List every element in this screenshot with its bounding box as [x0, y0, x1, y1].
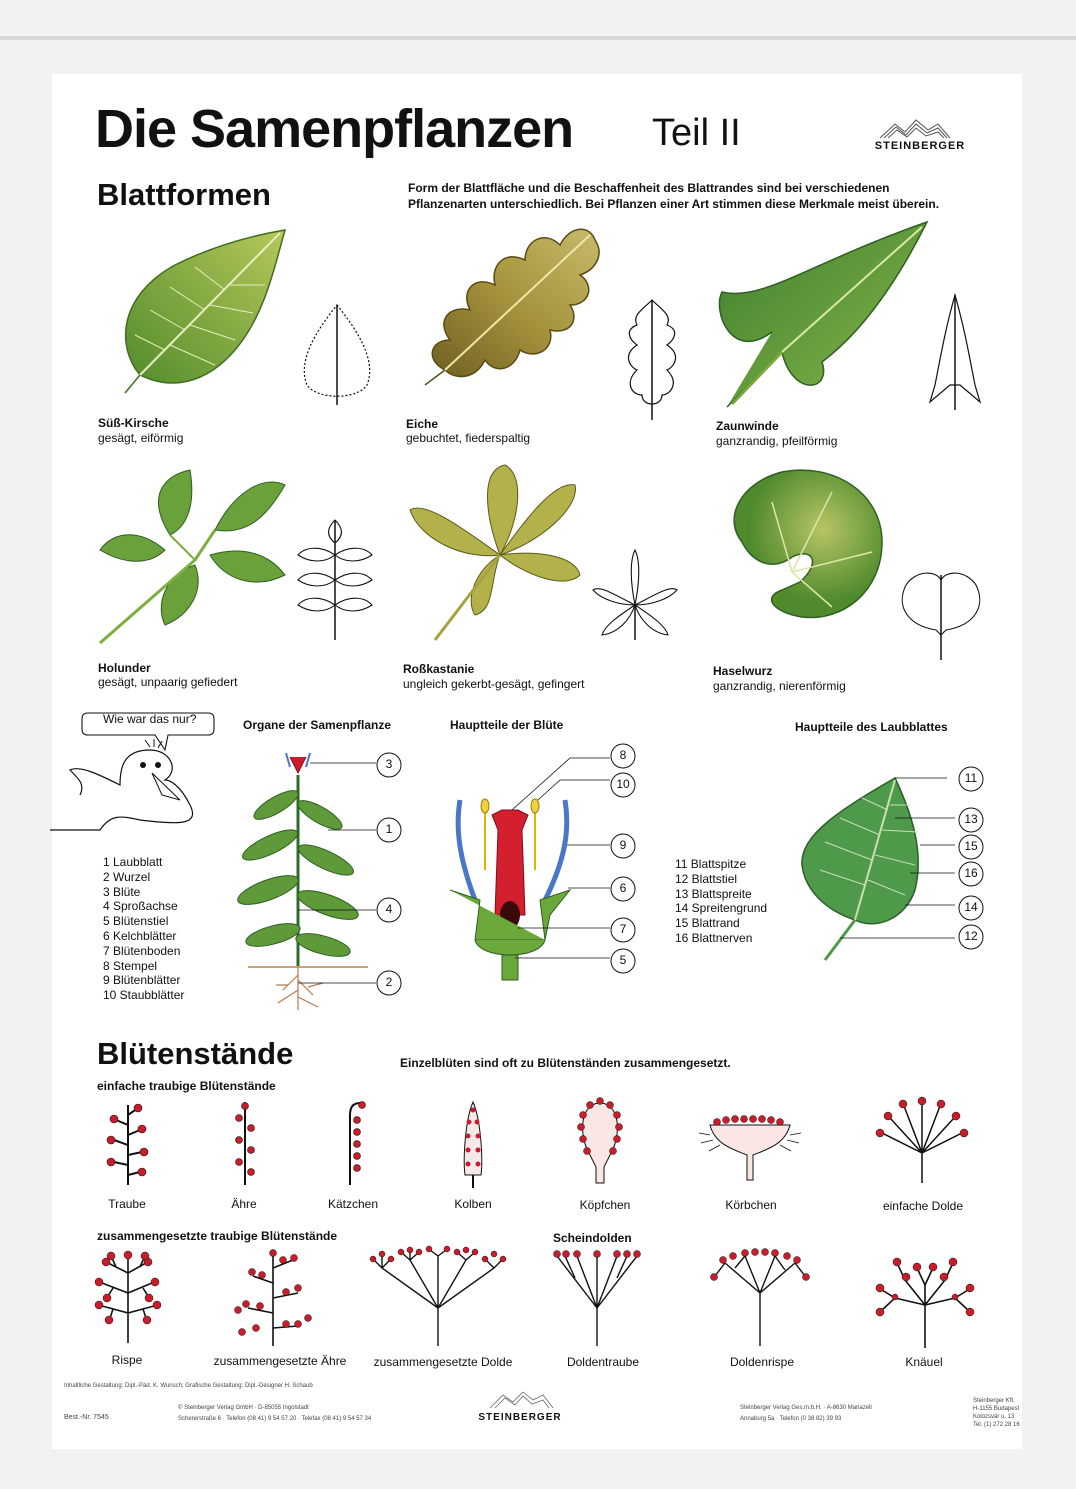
callout-label: 9 [619, 838, 627, 852]
credit-text: Inhaltliche Gestaltung: Dipl.-Päd. K. Wunsch; Grafische Gestaltung: Dipl.-Designer H. Schaub [64, 1383, 313, 1389]
inflorescence-label: zusammengesetzte Dolde [373, 1355, 513, 1369]
oak-outline-icon [612, 295, 692, 425]
callout-label: 7 [619, 922, 627, 936]
leaf-name: Zaunwinde [716, 419, 779, 433]
anthodium-icon [695, 1105, 805, 1185]
bluete-heading: Hauptteile der Blüte [450, 718, 564, 732]
compound-umbel-icon [368, 1248, 508, 1348]
inflorescence-label: Doldentraube [566, 1355, 640, 1369]
publisher-line: Kolozsvár u. 13 [973, 1414, 1015, 1420]
callout-label: 2 [385, 975, 393, 989]
organe-legend [103, 855, 184, 1003]
leaf-name: Roßkastanie [403, 662, 475, 676]
callout-label: 3 [385, 757, 393, 771]
publisher-at [740, 1405, 872, 1422]
publisher-line: Annaburg 5a · Telefon (0 38 82) 39 93 [740, 1416, 842, 1422]
bluetenstaende-heading: Blütenstände [97, 1036, 294, 1071]
simple-umbel-icon [872, 1098, 972, 1188]
leaf-desc: ungleich gekerbt-gesägt, gefingert [403, 677, 585, 691]
leaf-desc: ganzrandig, pfeilförmig [716, 434, 838, 448]
publisher-hu [973, 1397, 1020, 1429]
legend-item: 1 Laubblatt [103, 855, 163, 869]
laubblatt-heading: Hauptteile des Laubblattes [795, 720, 948, 734]
inflorescence-label: Kätzchen [327, 1197, 379, 1211]
inflorescence-label: Traube [108, 1197, 146, 1211]
callout-label: 1 [385, 822, 393, 836]
legend-item: 2 Wurzel [103, 869, 151, 884]
inflorescence-label: Kolben [454, 1197, 492, 1211]
hanger-bar [0, 36, 1076, 40]
leaf-name: Holunder [98, 661, 151, 675]
inflorescence-label: Rispe [111, 1353, 143, 1367]
logo-text: STEINBERGER [874, 140, 966, 152]
legend-item: 15 Blattrand [675, 916, 740, 931]
callout-label: 6 [619, 881, 627, 895]
footer-brand: STEINBERGER [478, 1412, 562, 1423]
callout-label: 10 [616, 777, 630, 791]
callout-label: 5 [619, 953, 627, 967]
publisher-line: © Steinberger Verlag GmbH · D-85055 Ingolstadt [178, 1405, 309, 1411]
publisher-line: Tel. (1) 272 28 16 [973, 1422, 1020, 1428]
legend-item: 13 Blattspreite [675, 886, 752, 901]
legend-item: 7 Blütenboden [103, 943, 181, 958]
leaf-parts-diagram [800, 770, 970, 970]
publisher-line: Steinberger Verlag Ges.m.b.H. · A-8630 Mariazell [740, 1405, 872, 1411]
spadix-icon [453, 1100, 493, 1190]
inflorescence-label: Knäuel [905, 1355, 943, 1369]
bindweed-leaf-image [712, 222, 942, 412]
corymb-icon [547, 1248, 647, 1348]
page-title: Die Samenpflanzen [95, 99, 574, 159]
inflorescence-label: einfache Dolde [882, 1199, 964, 1213]
flower-parts-diagram [440, 740, 630, 980]
bluetenstaende-intro: Einzelblüten sind oft zu Blütenständen zusammengesetzt. [400, 1056, 731, 1070]
legend-item: 6 Kelchblätter [103, 928, 177, 943]
legend-item: 9 Blütenblätter [103, 973, 181, 988]
raceme-icon [98, 1100, 158, 1190]
publisher-line: Steinberger Kft. [973, 1398, 1015, 1404]
simple-heading: einfache traubige Blütenstände [97, 1079, 276, 1093]
callout-label: 4 [385, 902, 393, 916]
callout-label: 14 [964, 900, 978, 914]
legend-item: 10 Staubblätter [103, 988, 185, 1003]
cyme-panicle-icon [705, 1248, 815, 1348]
callout-label: 11 [964, 771, 978, 785]
compound-heading: zusammengesetzte traubige Blütenstände [97, 1229, 338, 1243]
legend-item: 3 Blüte [103, 884, 141, 899]
legend-item: 4 Sproßachse [103, 899, 178, 914]
horse-chestnut-leaf-image [405, 460, 605, 650]
legend-item: 16 Blattnerven [675, 930, 753, 945]
sweet-cherry-outline-icon [292, 300, 382, 410]
leaf-desc: gebuchtet, fiederspaltig [406, 431, 531, 445]
publisher-de [178, 1405, 371, 1422]
asarum-leaf-image [712, 462, 892, 632]
horse-chestnut-outline-icon [590, 545, 680, 645]
publisher-line: H-1155 Budapest [973, 1406, 1020, 1412]
intro-line: Pflanzenarten unterschiedlich. Bei Pflanzen einer Art stimmen diese Merkmale meist überein. [408, 197, 940, 211]
callout-label: 8 [619, 748, 627, 762]
elder-leaf-image [95, 465, 295, 645]
intro-line: Form der Blattfläche und die Beschaffenheit des Blattrandes sind bei verschiedenen [408, 181, 890, 195]
publisher-line: Schererstraße 6 · Telefon (08 41) 9 54 57 20 · Telefax (08 41) 9 54 57 34 [178, 1416, 372, 1422]
legend-item: 8 Stempel [103, 958, 158, 973]
elder-outline-icon [290, 515, 380, 645]
bindweed-outline-icon [920, 290, 990, 420]
schein-heading: Scheindolden [553, 1231, 632, 1245]
leaf-name: Haselwurz [713, 664, 773, 678]
footer-logo-mountains-icon [485, 1390, 555, 1410]
sweet-cherry-leaf-image [95, 225, 295, 405]
laubblatt-legend [675, 857, 767, 946]
page-subtitle: Teil II [652, 112, 741, 154]
callout-label: 13 [964, 812, 978, 826]
leaf-desc: gesägt, unpaarig gefiedert [98, 675, 238, 689]
blattformen-heading: Blattformen [97, 177, 271, 212]
capitulum-icon [570, 1095, 630, 1185]
callout-label: 16 [964, 866, 978, 880]
leaf-name: Süß-Kirsche [98, 416, 169, 430]
asarum-outline-icon [896, 565, 986, 665]
inflorescence-label: Köpfchen [579, 1198, 631, 1212]
legend-item: 5 Blütenstiel [103, 914, 169, 929]
inflorescence-label: zusammengesetzte Ähre [213, 1354, 347, 1368]
spike-icon [225, 1100, 265, 1190]
organe-heading: Organe der Samenpflanze [243, 718, 392, 732]
callout-label: 15 [964, 839, 978, 853]
legend-item: 11 Blattspitze [675, 857, 747, 871]
inflorescence-label: Doldenrispe [729, 1355, 795, 1369]
oak-leaf-image [410, 210, 610, 400]
catkin-icon [335, 1100, 375, 1190]
legend-item: 14 Spreitengrund [675, 901, 768, 916]
order-number: Best.-Nr. 7545 [64, 1414, 109, 1421]
speech-bubble-text: Wie war das nur? [103, 712, 197, 726]
legend-item: 12 Blattstiel [675, 871, 738, 886]
callout-label: 12 [964, 929, 978, 943]
compound-spike-icon [228, 1248, 318, 1348]
glomerule-icon [870, 1250, 980, 1350]
steinberger-logo [850, 116, 990, 156]
leaf-desc: ganzrandig, nierenförmig [713, 679, 846, 693]
inflorescence-label: Ähre [231, 1197, 257, 1211]
blattformen-intro [408, 180, 968, 212]
panicle-icon [88, 1248, 168, 1348]
inflorescence-label: Körbchen [725, 1198, 777, 1212]
leaf-desc: gesägt, eiförmig [98, 431, 184, 445]
leaf-name: Eiche [406, 417, 439, 431]
